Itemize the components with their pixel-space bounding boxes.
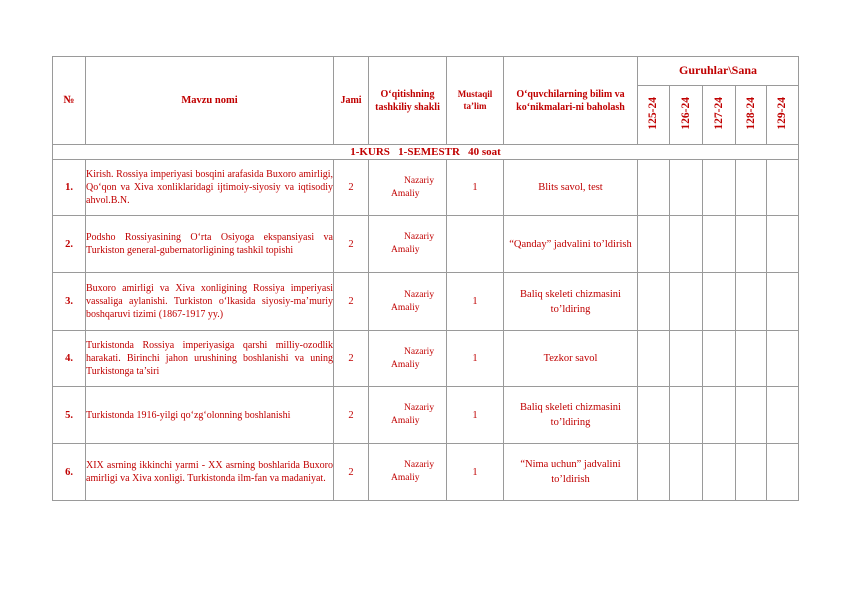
teaching-form-cell — [369, 273, 447, 331]
row-number: 5. — [53, 387, 86, 444]
group-column-header — [670, 86, 703, 145]
group-date-cell — [767, 444, 799, 501]
group-date-cell — [703, 216, 736, 273]
group-date-cell — [638, 444, 670, 501]
group-code: 129-24 — [776, 96, 789, 130]
form-theory: Nazariy — [404, 175, 435, 186]
group-code: 128-24 — [744, 96, 757, 130]
header-assessment: O‘quvchilarning bilim va ko‘nikmalari-ni baholash — [504, 57, 638, 145]
group-code: 126-24 — [679, 96, 692, 130]
form-practical: Amaliy — [391, 473, 420, 483]
total-hours-cell: 2 — [334, 273, 369, 331]
table-row — [53, 331, 799, 387]
group-date-cell — [670, 387, 703, 444]
group-date-cell — [670, 273, 703, 331]
group-date-cell — [767, 160, 799, 216]
form-practical: Amaliy — [391, 188, 420, 199]
group-date-cell — [767, 331, 799, 387]
teaching-form-cell — [369, 216, 447, 273]
assessment-cell: Baliq skeleti chizmasini to’ldiring — [504, 273, 638, 331]
form-theory: Nazariy — [404, 289, 435, 300]
group-date-cell — [638, 387, 670, 444]
assessment-cell: “Nima uchun” jadvalini to’ldirish — [504, 444, 638, 501]
group-code: 125-24 — [647, 96, 660, 130]
header-groups-date: Guruhlar\Sana — [638, 57, 799, 86]
independent-study-cell — [447, 216, 504, 273]
form-practical: Amaliy — [391, 416, 420, 426]
form-practical: Amaliy — [391, 359, 420, 370]
group-date-cell — [703, 331, 736, 387]
semester-row — [53, 145, 799, 160]
assessment-cell: Tezkor savol — [504, 331, 638, 387]
row-number: 2. — [53, 216, 86, 273]
group-date-cell — [638, 331, 670, 387]
group-date-cell — [703, 444, 736, 501]
group-date-cell — [767, 387, 799, 444]
header-independent-study: Mustaqil ta’lim — [447, 57, 504, 145]
form-practical: Amaliy — [391, 302, 420, 313]
semester-label: 1-KURS 1-SEMESTR 40 soat — [53, 145, 799, 160]
assessment-cell: Blits savol, test — [504, 160, 638, 216]
form-theory: Nazariy — [404, 346, 435, 357]
table-row — [53, 216, 799, 273]
table-row — [53, 160, 799, 216]
topic-cell: XIX asrning ikkinchi yarmi - XX asrning boshlarida Buxoro amirligi va Xiva xonligi. Turkistonda ilm-fan va madaniyat. — [86, 444, 334, 501]
table-row — [53, 444, 799, 501]
independent-study-cell: 1 — [447, 387, 504, 444]
topic-cell: Turkistonda Rossiya imperiyasiga qarshi milliy-ozodlik harakati. Birinchi jahon urushining boshlanishi va uning Turkistonga ta’siri — [86, 331, 334, 387]
table-row — [53, 273, 799, 331]
assessment-cell: “Qanday” jadvalini to’ldirish — [504, 216, 638, 273]
teaching-form-cell — [369, 160, 447, 216]
group-date-cell — [670, 160, 703, 216]
group-date-cell — [736, 273, 767, 331]
group-date-cell — [703, 160, 736, 216]
total-hours-cell: 2 — [334, 387, 369, 444]
header-teaching-form: O‘qitishning tashkiliy shakli — [369, 57, 447, 145]
group-code: 127-24 — [712, 96, 725, 130]
group-date-cell — [670, 216, 703, 273]
topic-cell: Kirish. Rossiya imperiyasi bosqini arafasida Buxoro amirligi, Qo‘qon va Xiva xonliklaridagi ijtimoiy-siyosiy va iqtisodiy ahvol.B.N. — [86, 160, 334, 216]
row-number: 6. — [53, 444, 86, 501]
teaching-form-cell — [369, 331, 447, 387]
teaching-form-cell — [369, 387, 447, 444]
header-topic-name: Mavzu nomi — [86, 57, 334, 145]
group-date-cell — [670, 331, 703, 387]
group-date-cell — [638, 216, 670, 273]
topic-cell: Podsho Rossiyasining O‘rta Osiyoga ekspansiyasi va Turkiston general-gubernatorligining tashkil topishi — [86, 216, 334, 273]
group-date-cell — [638, 160, 670, 216]
table-row — [53, 387, 799, 444]
teaching-form-cell — [369, 444, 447, 501]
row-number: 1. — [53, 160, 86, 216]
total-hours-cell: 2 — [334, 216, 369, 273]
curriculum-table — [52, 56, 799, 501]
group-date-cell — [736, 444, 767, 501]
topic-cell: Turkistonda 1916-yilgi qo‘zg‘olonning boshlanishi — [86, 387, 334, 444]
group-date-cell — [736, 216, 767, 273]
independent-study-cell: 1 — [447, 273, 504, 331]
form-theory: Nazariy — [404, 232, 435, 242]
group-column-header — [767, 86, 799, 145]
total-hours-cell: 2 — [334, 331, 369, 387]
independent-study-cell: 1 — [447, 331, 504, 387]
form-theory: Nazariy — [404, 460, 435, 470]
topic-cell: Buxoro amirligi va Xiva xonligining Rossiya imperiyasi vassaliga aylanishi. Turkiston o‘lkasida siyosiy-ma’muriy boshqaruvi tizimi (1867-1917 yy.) — [86, 273, 334, 331]
total-hours-cell: 2 — [334, 444, 369, 501]
group-column-header — [736, 86, 767, 145]
group-date-cell — [767, 216, 799, 273]
assessment-cell: Baliq skeleti chizmasini to’ldiring — [504, 387, 638, 444]
header-total-hours: Jami — [334, 57, 369, 145]
header-number: № — [53, 57, 86, 145]
independent-study-cell: 1 — [447, 444, 504, 501]
total-hours-cell: 2 — [334, 160, 369, 216]
group-date-cell — [670, 444, 703, 501]
group-column-header — [703, 86, 736, 145]
form-theory: Nazariy — [404, 403, 435, 413]
group-date-cell — [736, 331, 767, 387]
form-practical: Amaliy — [391, 245, 420, 255]
row-number: 4. — [53, 331, 86, 387]
group-date-cell — [767, 273, 799, 331]
group-date-cell — [638, 273, 670, 331]
header-row — [53, 57, 799, 86]
independent-study-cell: 1 — [447, 160, 504, 216]
group-date-cell — [736, 160, 767, 216]
group-date-cell — [703, 387, 736, 444]
group-date-cell — [736, 387, 767, 444]
row-number: 3. — [53, 273, 86, 331]
group-date-cell — [703, 273, 736, 331]
group-column-header — [638, 86, 670, 145]
